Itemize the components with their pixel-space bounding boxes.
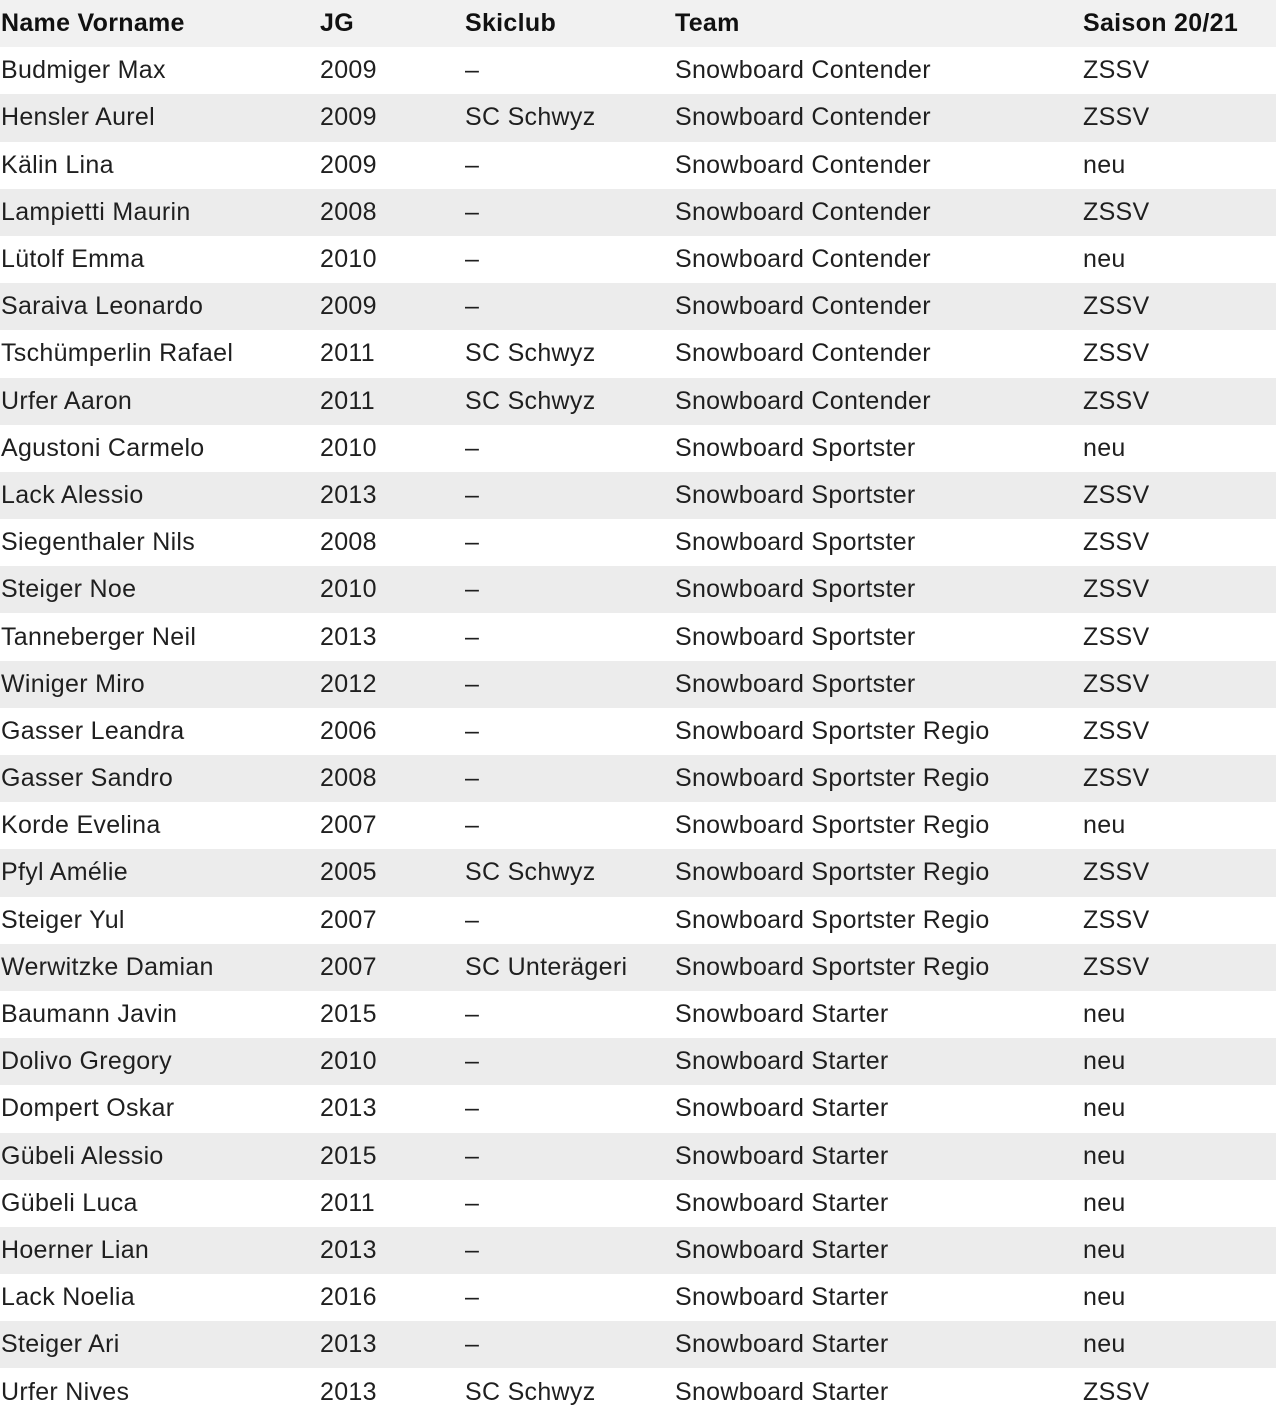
cell-name: Lack Alessio (0, 472, 319, 519)
cell-name: Lack Noelia (0, 1274, 319, 1321)
cell-club: – (464, 1085, 674, 1132)
cell-jg: 2009 (319, 283, 464, 330)
cell-jg: 2009 (319, 142, 464, 189)
cell-jg: 2016 (319, 1274, 464, 1321)
cell-name: Saraiva Leonardo (0, 283, 319, 330)
cell-club: – (464, 1180, 674, 1227)
cell-team: Snowboard Sportster Regio (674, 849, 1082, 896)
cell-jg: 2015 (319, 991, 464, 1038)
table-row (0, 142, 1276, 189)
cell-club: – (464, 1227, 674, 1274)
cell-season: neu (1082, 1274, 1276, 1321)
cell-jg: 2012 (319, 661, 464, 708)
cell-team: Snowboard Starter (674, 1274, 1082, 1321)
cell-jg: 2013 (319, 613, 464, 660)
cell-name: Hoerner Lian (0, 1227, 319, 1274)
table-row (0, 1368, 1276, 1415)
table-row (0, 1321, 1276, 1368)
cell-club: – (464, 1274, 674, 1321)
table-row (0, 944, 1276, 991)
cell-season: ZSSV (1082, 849, 1276, 896)
cell-team: Snowboard Starter (674, 1038, 1082, 1085)
cell-club: SC Unterägeri (464, 944, 674, 991)
cell-jg: 2013 (319, 1227, 464, 1274)
cell-jg: 2013 (319, 1321, 464, 1368)
cell-name: Budmiger Max (0, 47, 319, 94)
cell-name: Lampietti Maurin (0, 189, 319, 236)
cell-club: – (464, 613, 674, 660)
cell-season: neu (1082, 1085, 1276, 1132)
table-row (0, 1180, 1276, 1227)
cell-team: Snowboard Sportster (674, 661, 1082, 708)
table-row (0, 661, 1276, 708)
cell-team: Snowboard Contender (674, 142, 1082, 189)
cell-name: Steiger Ari (0, 1321, 319, 1368)
cell-team: Snowboard Contender (674, 236, 1082, 283)
cell-team: Snowboard Starter (674, 1180, 1082, 1227)
cell-season: neu (1082, 1180, 1276, 1227)
cell-season: neu (1082, 425, 1276, 472)
cell-club: – (464, 236, 674, 283)
cell-jg: 2010 (319, 236, 464, 283)
table-row (0, 472, 1276, 519)
cell-name: Gasser Leandra (0, 708, 319, 755)
cell-club: – (464, 708, 674, 755)
cell-club: – (464, 991, 674, 1038)
cell-season: ZSSV (1082, 94, 1276, 141)
cell-club: – (464, 189, 674, 236)
cell-name: Urfer Aaron (0, 378, 319, 425)
cell-club: – (464, 472, 674, 519)
cell-team: Snowboard Contender (674, 189, 1082, 236)
table-row (0, 47, 1276, 94)
cell-team: Snowboard Starter (674, 1321, 1082, 1368)
table-row (0, 991, 1276, 1038)
cell-season: ZSSV (1082, 661, 1276, 708)
cell-club: SC Schwyz (464, 849, 674, 896)
table-row (0, 1038, 1276, 1085)
table-row (0, 1274, 1276, 1321)
table-row (0, 755, 1276, 802)
cell-jg: 2009 (319, 94, 464, 141)
cell-team: Snowboard Sportster Regio (674, 897, 1082, 944)
cell-club: SC Schwyz (464, 378, 674, 425)
cell-season: ZSSV (1082, 897, 1276, 944)
table-row (0, 330, 1276, 377)
table-row (0, 425, 1276, 472)
cell-team: Snowboard Sportster (674, 519, 1082, 566)
cell-club: SC Schwyz (464, 1368, 674, 1415)
cell-name: Tschümperlin Rafael (0, 330, 319, 377)
cell-team: Snowboard Sportster Regio (674, 802, 1082, 849)
cell-jg: 2011 (319, 1180, 464, 1227)
cell-jg: 2005 (319, 849, 464, 896)
header-team: Team (674, 0, 1082, 47)
cell-season: neu (1082, 802, 1276, 849)
cell-season: neu (1082, 236, 1276, 283)
table-row (0, 802, 1276, 849)
cell-season: ZSSV (1082, 519, 1276, 566)
cell-club: – (464, 755, 674, 802)
cell-season: ZSSV (1082, 708, 1276, 755)
cell-name: Baumann Javin (0, 991, 319, 1038)
cell-team: Snowboard Sportster Regio (674, 944, 1082, 991)
cell-name: Winiger Miro (0, 661, 319, 708)
cell-club: – (464, 1038, 674, 1085)
cell-season: neu (1082, 1227, 1276, 1274)
cell-jg: 2010 (319, 566, 464, 613)
cell-team: Snowboard Starter (674, 1368, 1082, 1415)
table-row (0, 519, 1276, 566)
cell-name: Korde Evelina (0, 802, 319, 849)
table-row (0, 1133, 1276, 1180)
cell-jg: 2013 (319, 1085, 464, 1132)
table-row (0, 849, 1276, 896)
cell-club: – (464, 566, 674, 613)
table-row (0, 897, 1276, 944)
cell-season: ZSSV (1082, 378, 1276, 425)
cell-team: Snowboard Contender (674, 283, 1082, 330)
cell-name: Dolivo Gregory (0, 1038, 319, 1085)
cell-season: neu (1082, 991, 1276, 1038)
cell-season: neu (1082, 1038, 1276, 1085)
header-jg: JG (319, 0, 464, 47)
table-row (0, 1085, 1276, 1132)
cell-name: Kälin Lina (0, 142, 319, 189)
roster-body (0, 47, 1276, 1415)
cell-name: Tanneberger Neil (0, 613, 319, 660)
table-row (0, 566, 1276, 613)
cell-club: – (464, 1321, 674, 1368)
cell-name: Pfyl Amélie (0, 849, 319, 896)
table-row (0, 283, 1276, 330)
cell-name: Hensler Aurel (0, 94, 319, 141)
cell-jg: 2013 (319, 472, 464, 519)
cell-name: Werwitzke Damian (0, 944, 319, 991)
cell-jg: 2008 (319, 189, 464, 236)
cell-club: – (464, 802, 674, 849)
table-row (0, 94, 1276, 141)
cell-jg: 2010 (319, 1038, 464, 1085)
cell-season: ZSSV (1082, 283, 1276, 330)
cell-team: Snowboard Sportster (674, 613, 1082, 660)
cell-jg: 2010 (319, 425, 464, 472)
cell-team: Snowboard Sportster (674, 425, 1082, 472)
cell-season: ZSSV (1082, 189, 1276, 236)
cell-team: Snowboard Starter (674, 1133, 1082, 1180)
cell-season: ZSSV (1082, 1368, 1276, 1415)
cell-team: Snowboard Sportster Regio (674, 708, 1082, 755)
cell-jg: 2007 (319, 802, 464, 849)
cell-team: Snowboard Sportster (674, 566, 1082, 613)
cell-name: Agustoni Carmelo (0, 425, 319, 472)
cell-jg: 2008 (319, 519, 464, 566)
cell-name: Steiger Yul (0, 897, 319, 944)
cell-team: Snowboard Sportster Regio (674, 755, 1082, 802)
cell-season: ZSSV (1082, 472, 1276, 519)
cell-name: Gasser Sandro (0, 755, 319, 802)
cell-season: ZSSV (1082, 566, 1276, 613)
cell-season: ZSSV (1082, 613, 1276, 660)
cell-team: Snowboard Starter (674, 991, 1082, 1038)
cell-jg: 2007 (319, 944, 464, 991)
cell-team: Snowboard Contender (674, 94, 1082, 141)
cell-club: SC Schwyz (464, 330, 674, 377)
cell-jg: 2009 (319, 47, 464, 94)
cell-club: SC Schwyz (464, 94, 674, 141)
header-name: Name Vorname (0, 0, 319, 47)
cell-season: ZSSV (1082, 47, 1276, 94)
cell-team: Snowboard Contender (674, 330, 1082, 377)
cell-season: ZSSV (1082, 330, 1276, 377)
table-row (0, 1227, 1276, 1274)
cell-name: Steiger Noe (0, 566, 319, 613)
table-row (0, 613, 1276, 660)
table-row (0, 378, 1276, 425)
cell-season: ZSSV (1082, 944, 1276, 991)
cell-jg: 2015 (319, 1133, 464, 1180)
cell-club: – (464, 425, 674, 472)
cell-name: Gübeli Alessio (0, 1133, 319, 1180)
cell-name: Gübeli Luca (0, 1180, 319, 1227)
cell-club: – (464, 1133, 674, 1180)
cell-season: neu (1082, 1133, 1276, 1180)
table-row (0, 236, 1276, 283)
cell-jg: 2007 (319, 897, 464, 944)
cell-season: neu (1082, 142, 1276, 189)
cell-jg: 2006 (319, 708, 464, 755)
cell-club: – (464, 897, 674, 944)
cell-club: – (464, 283, 674, 330)
header-row (0, 0, 1276, 47)
cell-season: ZSSV (1082, 755, 1276, 802)
cell-club: – (464, 47, 674, 94)
cell-team: Snowboard Contender (674, 47, 1082, 94)
cell-season: neu (1082, 1321, 1276, 1368)
table-row (0, 708, 1276, 755)
header-club: Skiclub (464, 0, 674, 47)
cell-name: Siegenthaler Nils (0, 519, 319, 566)
cell-name: Urfer Nives (0, 1368, 319, 1415)
cell-team: Snowboard Starter (674, 1085, 1082, 1132)
cell-club: – (464, 142, 674, 189)
cell-jg: 2011 (319, 330, 464, 377)
cell-team: Snowboard Sportster (674, 472, 1082, 519)
cell-name: Dompert Oskar (0, 1085, 319, 1132)
cell-name: Lütolf Emma (0, 236, 319, 283)
cell-jg: 2011 (319, 378, 464, 425)
cell-jg: 2008 (319, 755, 464, 802)
cell-team: Snowboard Contender (674, 378, 1082, 425)
cell-club: – (464, 661, 674, 708)
header-season: Saison 20/21 (1082, 0, 1276, 47)
cell-team: Snowboard Starter (674, 1227, 1082, 1274)
cell-club: – (464, 519, 674, 566)
table-row (0, 189, 1276, 236)
cell-jg: 2013 (319, 1368, 464, 1415)
